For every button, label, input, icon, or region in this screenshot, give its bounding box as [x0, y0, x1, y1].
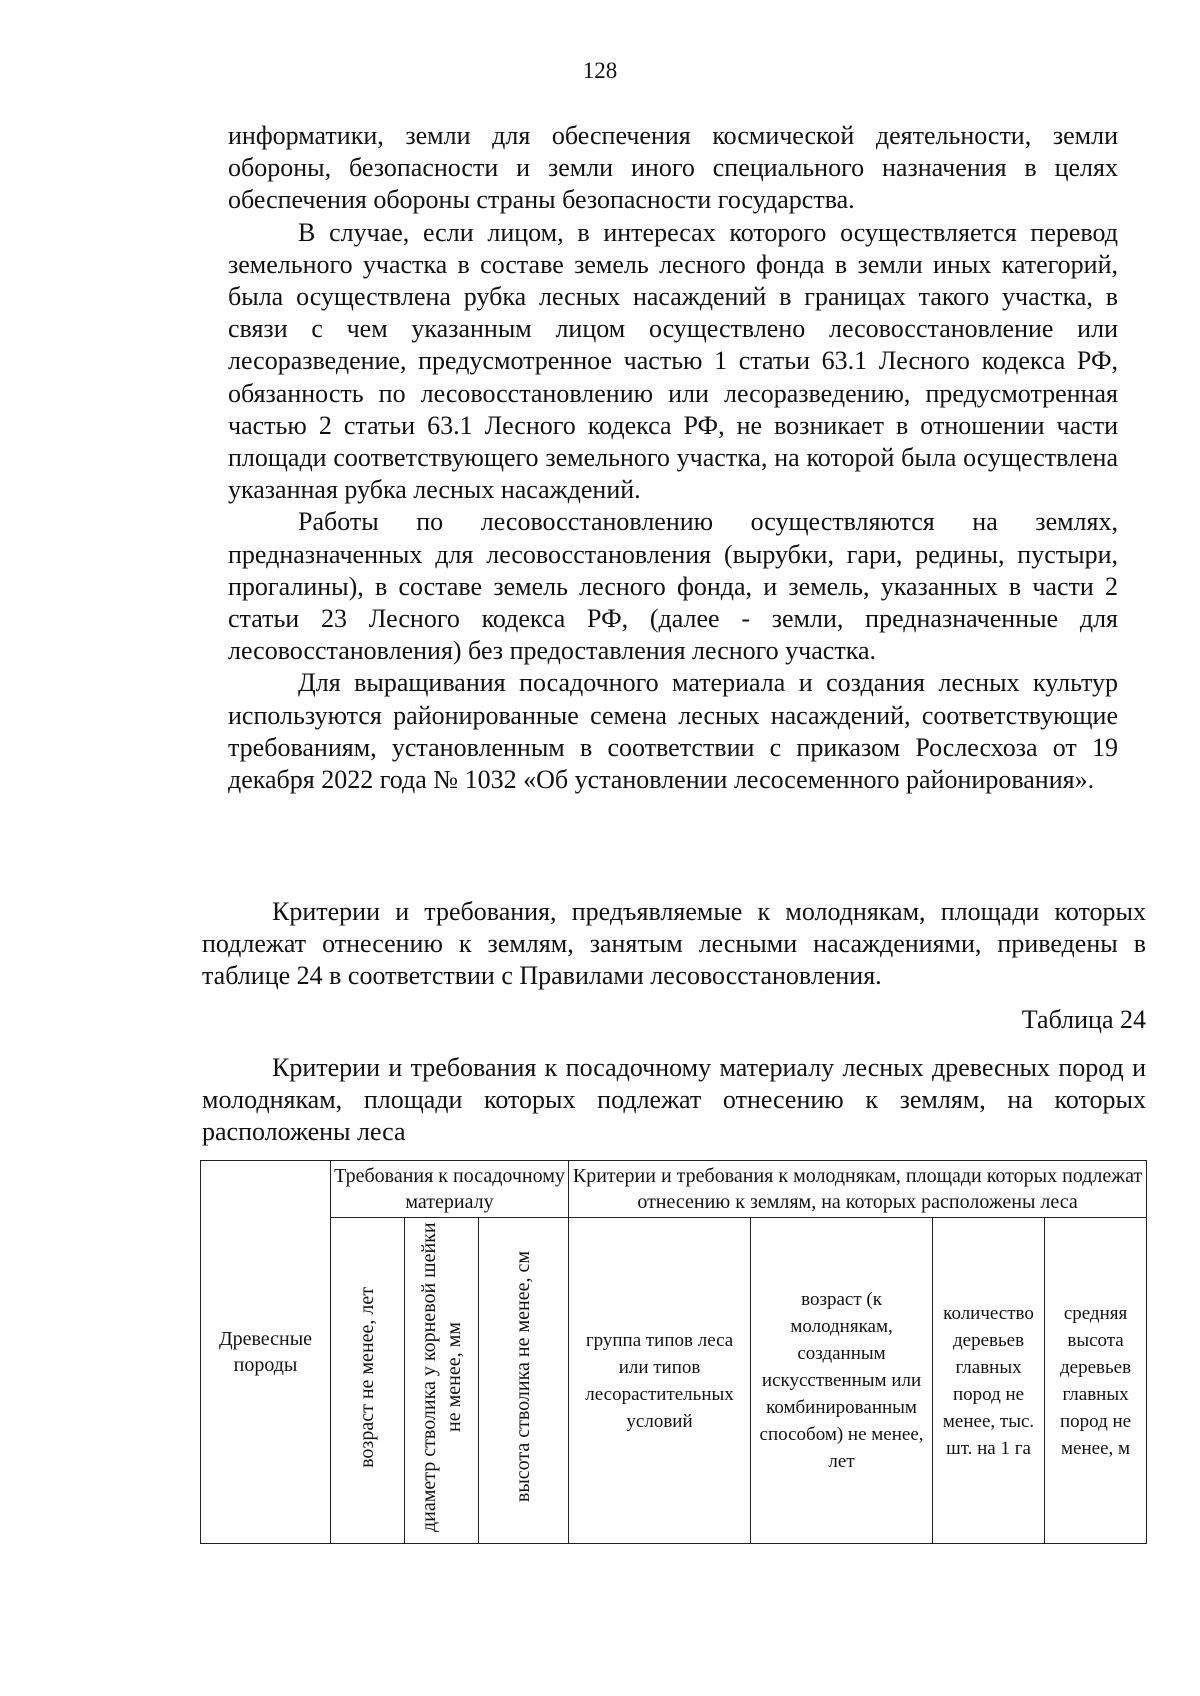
header-planting-age-cell: [331, 1218, 405, 1544]
header-group-planting-material: Требования к посадочному материалу: [331, 1161, 569, 1218]
header-planting-height-cell: [479, 1218, 569, 1544]
table-label: Таблица 24: [1021, 1005, 1146, 1034]
table-header-row-1: [201, 1161, 1147, 1218]
header-tree-count: количество деревьев главных пород не менее, тыс. шт. на 1 га: [933, 1218, 1045, 1544]
paragraph-5: Критерии и требования, предъявляемые к молоднякам, площади которых подлежат отнесению к землям, занятым лесными насаждениями, приведены в таблице 24 в соответствии с Правилами лесовосстановления.: [202, 897, 1146, 990]
header-planting-diameter-cell: [405, 1218, 479, 1544]
header-species: Древесные породы: [201, 1161, 331, 1544]
table-caption: Критерии и требования к посадочному материалу лесных древесных пород и молоднякам, площади которых подлежат отнесению к землям, на которых расположены леса: [202, 1053, 1146, 1146]
table-header-row-2: [201, 1218, 1147, 1544]
table-caption-block: [202, 1052, 1146, 1148]
header-average-height: средняя высота деревьев главных пород не менее, м: [1045, 1218, 1147, 1544]
paragraph-3: Работы по лесовосстановлению осуществляются на землях, предназначенных для лесовосстановления (вырубки, гари, редины, пустыри, прогалины), в составе земель лесного фонда, и земель, указанных в части 2 статьи 23 Лесного кодекса РФ, (далее - земли, предназначенные для лесовосстановления) без предоставления лесного участка.: [228, 507, 1118, 666]
header-planting-age: возраст не менее, лет: [356, 1286, 378, 1468]
paragraph-1: информатики, земли для обеспечения космической деятельности, земли обороны, безопасности и земли иного специального назначения в целях обеспечения обороны страны безопасности государства.: [228, 121, 1118, 215]
page-number: 128: [582, 58, 618, 83]
header-young-age: возраст (к молоднякам, созданным искусственным или комбинированным способом) не менее, лет: [751, 1218, 933, 1544]
body-text: [228, 120, 1118, 796]
header-planting-height: высота стволика не менее, см: [512, 1251, 535, 1503]
header-forest-type-group: группа типов леса или типов лесорастительных условий: [569, 1218, 751, 1544]
requirements-table: [200, 1160, 1147, 1544]
paragraph-2: В случае, если лицом, в интересах которого осуществляется перевод земельного участка в составе земель лесного фонда в земли иных категорий, была осуществлена рубка лесных насаждений в границах такого участка, в связи с чем указанным лицом осуществлено лесовосстановление или лесоразведение, предусмотренное частью 1 статьи 63.1 Лесного кодекса РФ, обязанность по лесовосстановлению или лесоразведению, предусмотренная частью 2 статьи 63.1 Лесного кодекса РФ, не возникает в отношении части площади соответствующего земельного участка, на которой была осуществлена указанная рубка лесных насаждений.: [228, 217, 1118, 505]
criteria-paragraph-block: [202, 896, 1146, 992]
header-planting-diameter: диаметр стволика у корневой шейки не менее, мм: [417, 1222, 465, 1532]
paragraph-4: Для выращивания посадочного материала и создания лесных культур используются районированные семена лесных насаждений, соответствующие требованиям, установленным в соответствии с приказом Рослесхоза от 19 декабря 2022 года № 1032 «Об установлении лесосеменного районирования».: [228, 668, 1118, 795]
header-group-young-stands: Критерии и требования к молоднякам, площади которых подлежат отнесению к землям, на которых расположены леса: [569, 1161, 1147, 1218]
